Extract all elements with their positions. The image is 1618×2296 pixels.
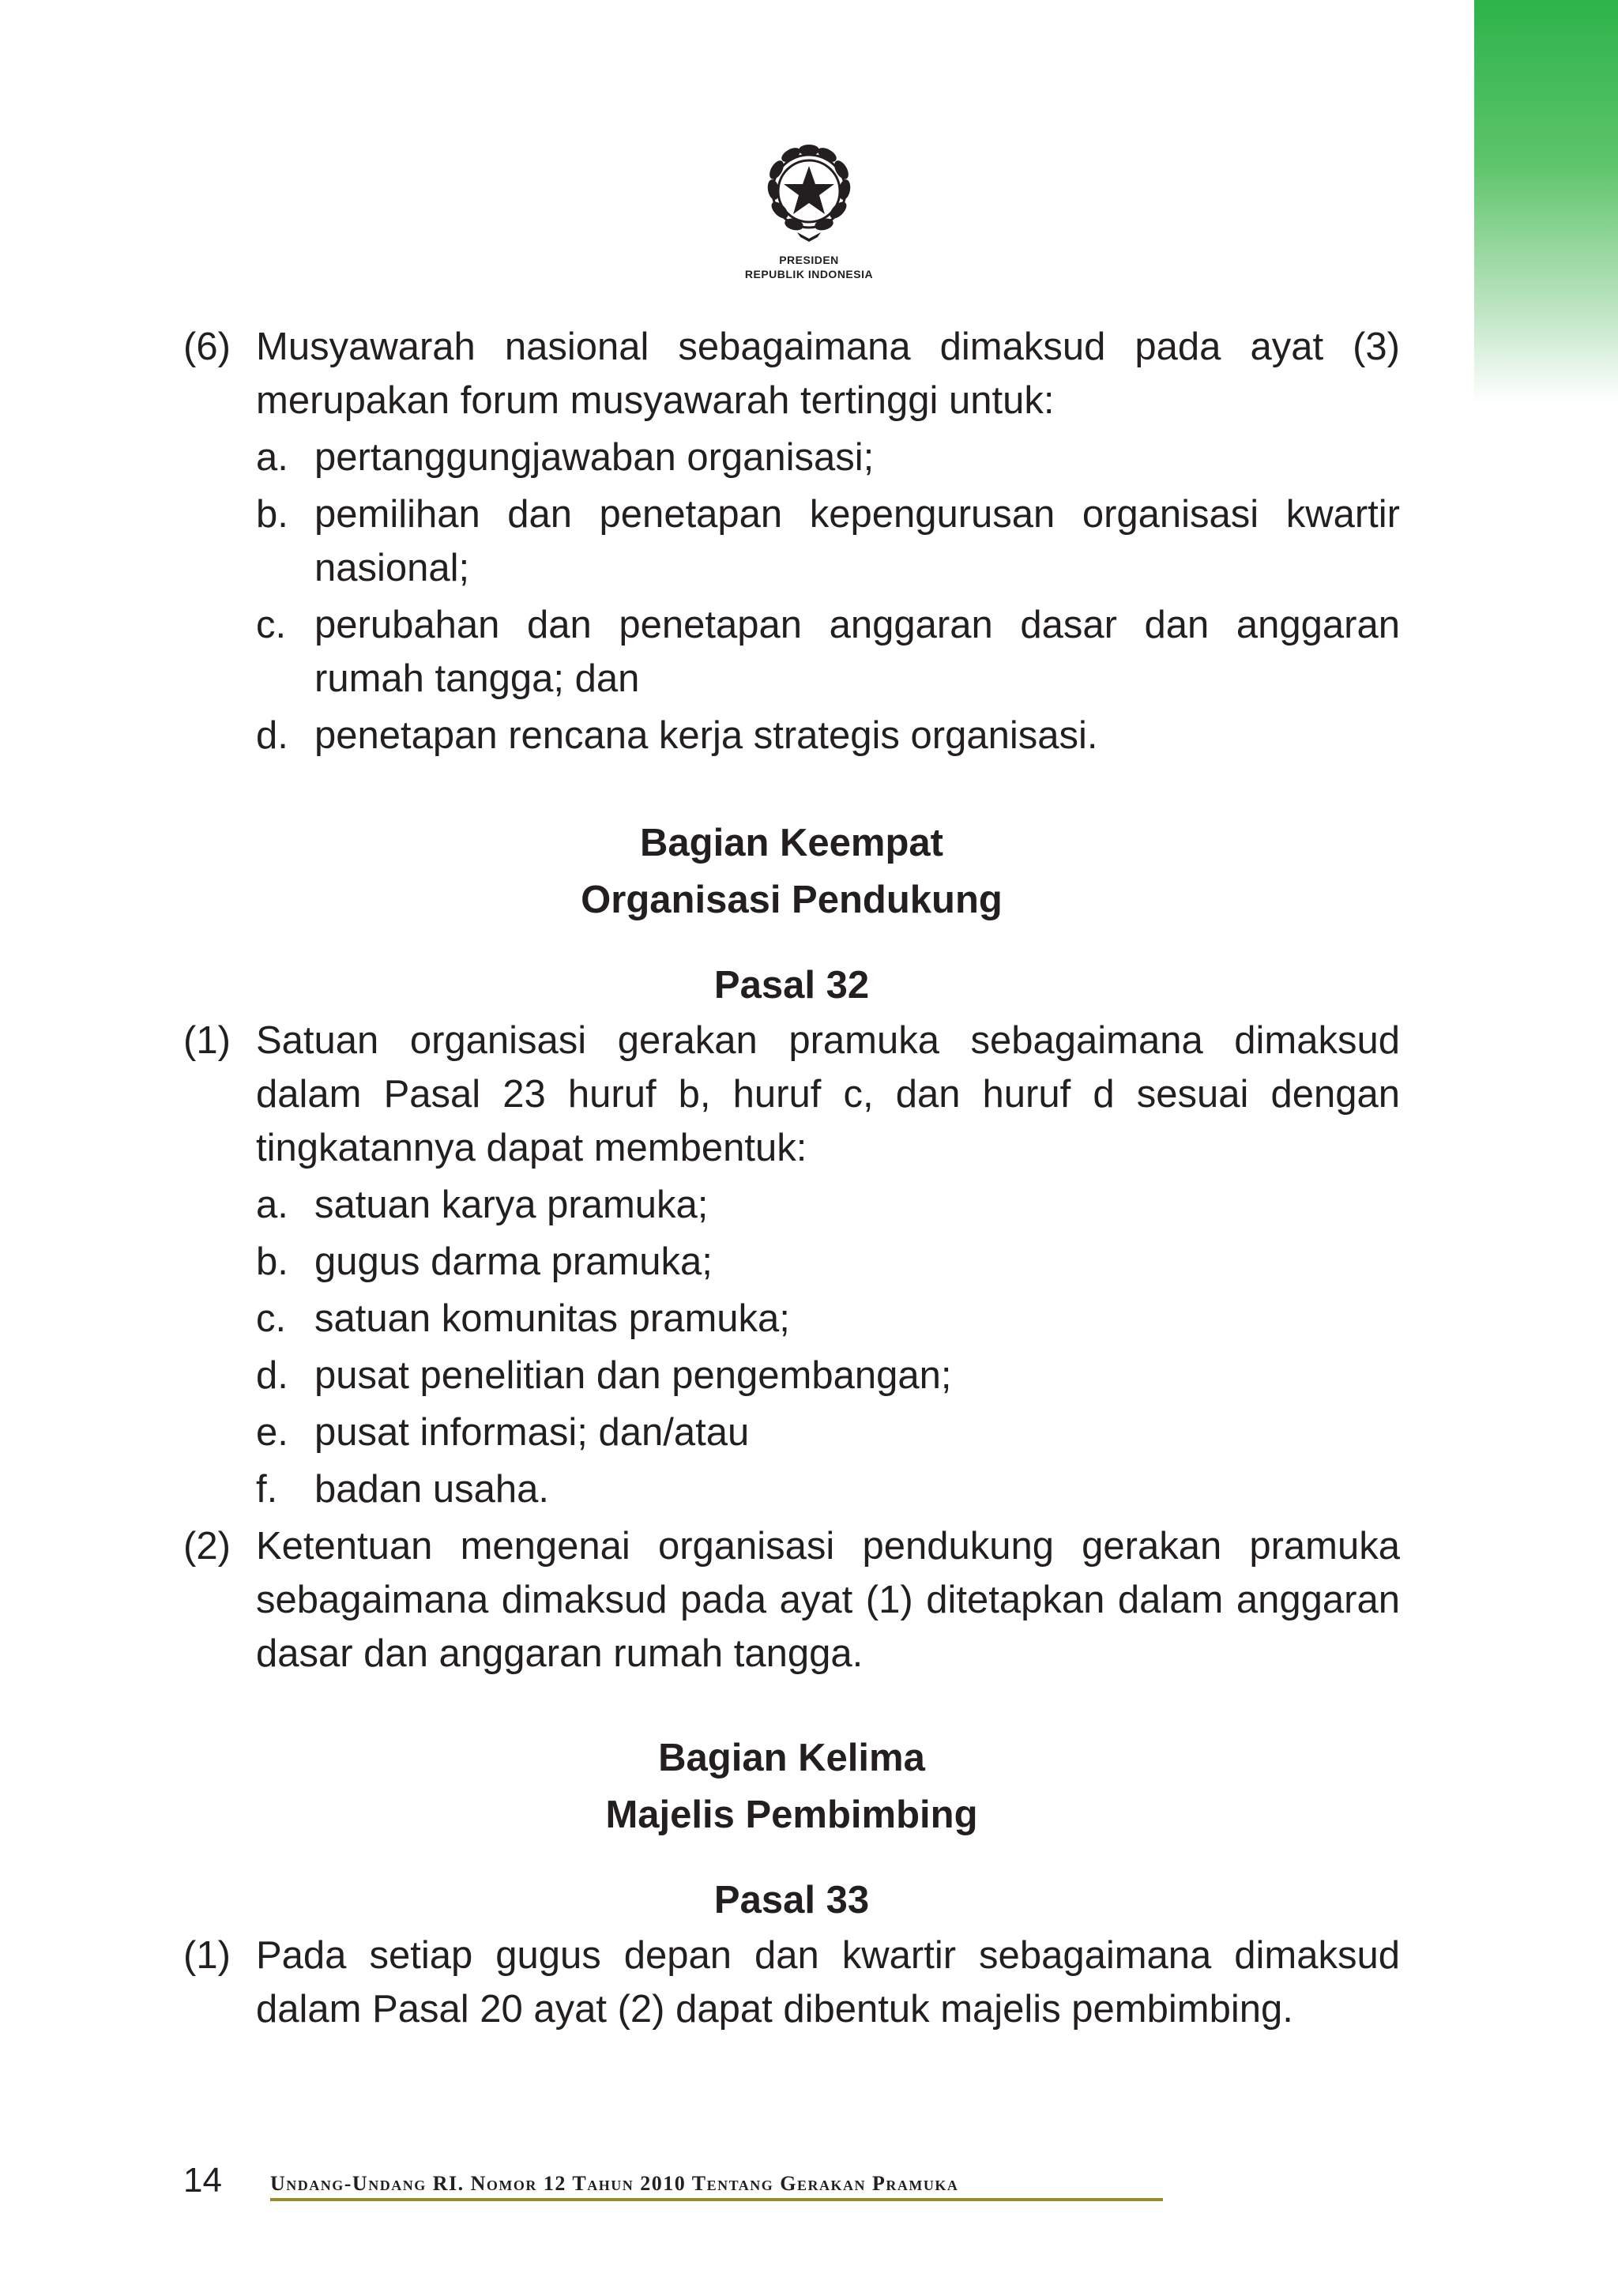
article-title: Pasal 32 [713, 964, 870, 1007]
pasal-32-ayat-2 [183, 1519, 1400, 1681]
list-item-letter: f. [256, 1468, 278, 1511]
list-item-text: pusat penelitian dan pengembangan; [314, 1354, 952, 1397]
list-item [256, 1178, 1400, 1232]
list-item-text: satuan karya pramuka; [314, 1184, 709, 1226]
ayat-number: (2) [183, 1525, 231, 1568]
footer-title: Undang-Undang RI. Nomor 12 Tahun 2010 Tentang Gerakan Pramuka [270, 2172, 959, 2195]
ayat-text: Pada setiap gugus depan dan kwartir sebagaimana dimaksud dalam Pasal 20 ayat (2) dapat dibentuk majelis pembimbing. [256, 1934, 1400, 2031]
list-item-letter: c. [256, 1297, 287, 1340]
ayat-text: Musyawarah nasional sebagaimana dimaksud pada ayat (3) merupakan forum musyawarah tertinggi untuk: [256, 326, 1400, 422]
ayat-6 [183, 320, 1400, 766]
list-item [256, 709, 1400, 762]
section-subtitle: Organisasi Pendukung [581, 879, 1003, 921]
list-item-letter: e. [256, 1411, 288, 1454]
document-body [183, 320, 1400, 2036]
list-item [256, 1462, 1400, 1516]
presidential-emblem [0, 134, 1618, 281]
page-footer [183, 2157, 1163, 2204]
list-item-letter: a. [256, 1184, 288, 1226]
section-title: Bagian Kelima [658, 1737, 925, 1779]
section-title: Bagian Keempat [640, 822, 943, 864]
section-subtitle: Majelis Pembimbing [605, 1794, 978, 1836]
list-item [256, 487, 1400, 595]
page-number: 14 [183, 2161, 222, 2200]
pasal-32-ayat-1 [183, 1014, 1400, 1519]
list-item-text: badan usaha. [314, 1468, 549, 1511]
footer-rule [270, 2198, 1163, 2201]
ayat-text: Ketentuan mengenai organisasi pendukung gerakan pramuka sebagaimana dimaksud pada ayat (1) ditetapkan dalam anggaran dasar dan anggaran rumah tangga. [256, 1525, 1400, 1675]
list-item-letter: b. [256, 1240, 288, 1283]
list-item [256, 1406, 1400, 1459]
list-item [256, 598, 1400, 706]
star-wreath-emblem-icon [750, 134, 868, 253]
list-item-letter: c. [256, 604, 287, 646]
list-item-letter: b. [256, 493, 288, 536]
list-item-text: perubahan dan penetapan anggaran dasar dan anggaran rumah tangga; dan [314, 604, 1400, 700]
pasal-33-ayat-1 [183, 1929, 1400, 2036]
list-item [256, 1235, 1400, 1289]
ayat-text: Satuan organisasi gerakan pramuka sebagaimana dimaksud dalam Pasal 23 huruf b, huruf c, dan huruf d sesuai dengan tingkatannya dapat membentuk: [256, 1019, 1400, 1169]
list-item [256, 1292, 1400, 1346]
list-item-letter: a. [256, 436, 288, 479]
list-item-text: gugus darma pramuka; [314, 1240, 713, 1283]
emblem-caption-line2: REPUBLIK INDONESIA [744, 268, 874, 280]
list-item [256, 1349, 1400, 1402]
ayat-number: (1) [183, 1019, 231, 1062]
ayat-number: (6) [183, 326, 231, 368]
list-item-text: pemilihan dan penetapan kepengurusan organisasi kwartir nasional; [314, 493, 1400, 589]
list-item-text: pusat informasi; dan/atau [314, 1411, 750, 1454]
emblem-caption-line1: PRESIDEN [779, 254, 839, 266]
list-item [256, 431, 1400, 484]
pasal-32-list [256, 1178, 1400, 1516]
list-item-text: satuan komunitas pramuka; [314, 1297, 790, 1340]
list-item-text: penetapan rencana kerja strategis organisasi. [314, 714, 1098, 757]
list-item-text: pertanggungjawaban organisasi; [314, 436, 875, 479]
ayat-number: (1) [183, 1934, 231, 1977]
list-item-letter: d. [256, 714, 288, 757]
list-item-letter: d. [256, 1354, 288, 1397]
article-title: Pasal 33 [713, 1879, 870, 1921]
ayat-6-list [256, 431, 1400, 762]
